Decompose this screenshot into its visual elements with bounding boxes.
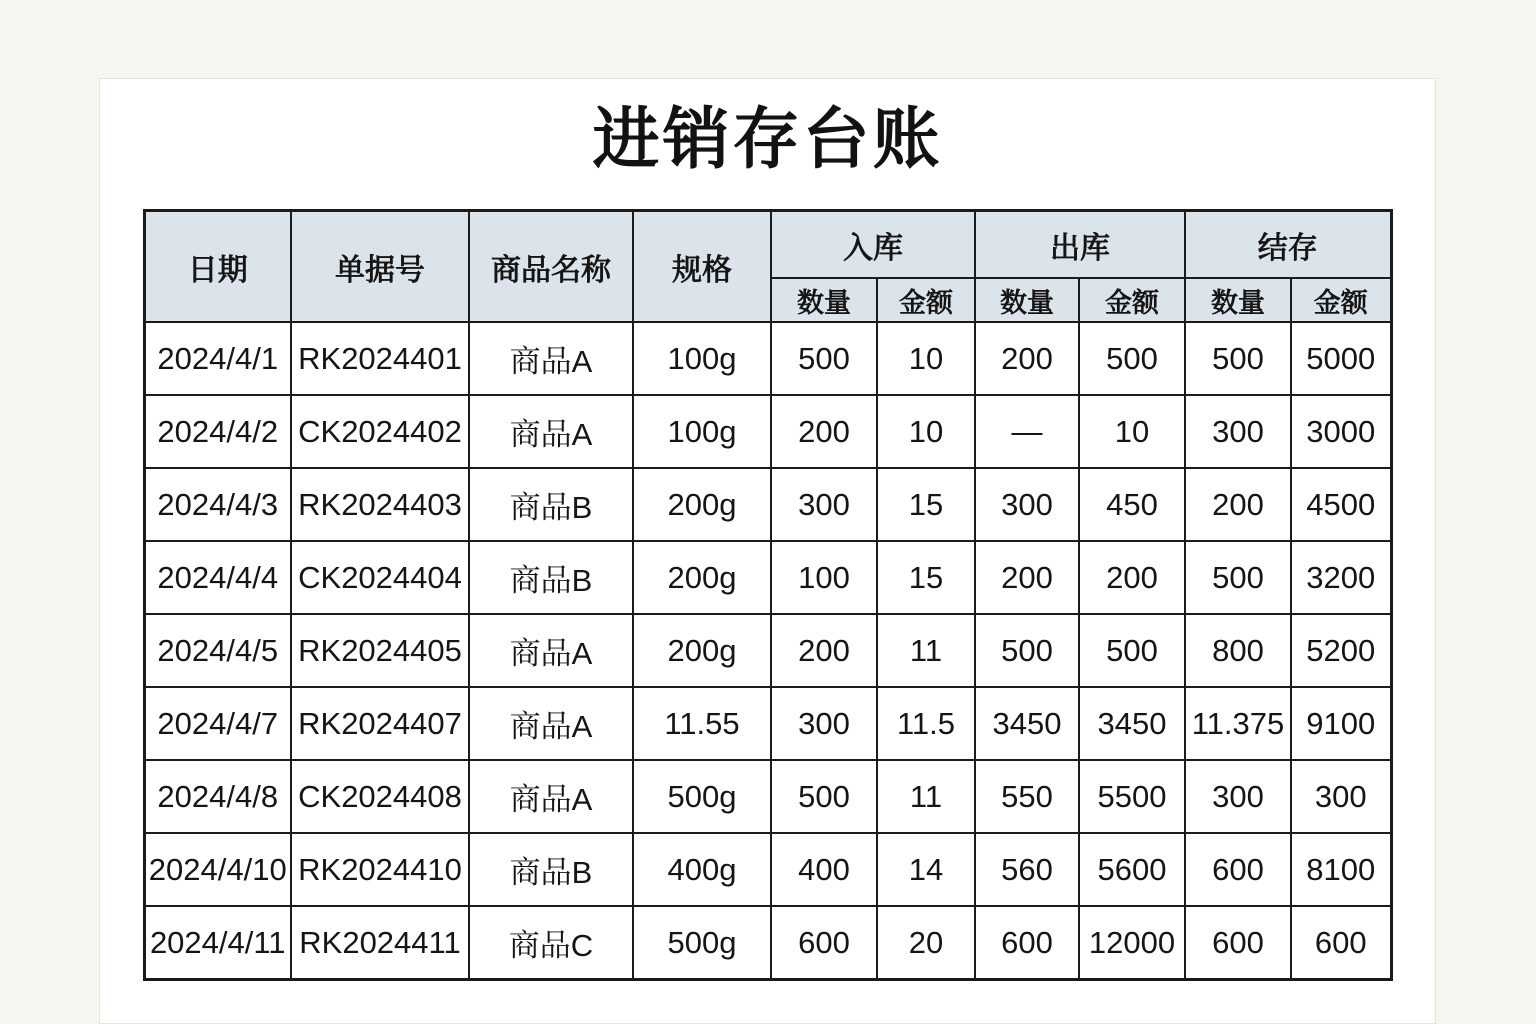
cell-out-amount: 500 <box>1079 614 1185 687</box>
cell-out-qty: 3450 <box>975 687 1079 760</box>
cell-date: 2024/4/11 <box>144 906 291 980</box>
cell-date: 2024/4/3 <box>144 468 291 541</box>
cell-bal-qty: 11.375 <box>1185 687 1291 760</box>
table-row <box>144 322 1391 395</box>
cell-product: 商品A <box>469 687 633 760</box>
cell-product: 商品B <box>469 541 633 614</box>
cell-out-qty: — <box>975 395 1079 468</box>
cell-in-qty: 100 <box>771 541 877 614</box>
table-row <box>144 687 1391 760</box>
cell-in-amount: 11 <box>877 614 975 687</box>
table-row <box>144 760 1391 833</box>
sub-header-balance-amount: 金额 <box>1291 278 1391 322</box>
cell-in-qty: 300 <box>771 687 877 760</box>
cell-bal-amount: 600 <box>1291 906 1391 980</box>
cell-in-qty: 400 <box>771 833 877 906</box>
cell-in-amount: 10 <box>877 395 975 468</box>
header-group-row <box>144 211 1391 279</box>
cell-doc-no: RK2024407 <box>291 687 469 760</box>
cell-doc-no: RK2024410 <box>291 833 469 906</box>
table-row <box>144 614 1391 687</box>
cell-in-qty: 500 <box>771 322 877 395</box>
cell-out-qty: 200 <box>975 541 1079 614</box>
cell-product: 商品B <box>469 468 633 541</box>
sub-header-outbound-qty: 数量 <box>975 278 1079 322</box>
group-header-balance: 结存 <box>1185 211 1391 279</box>
cell-in-amount: 11 <box>877 760 975 833</box>
cell-date: 2024/4/5 <box>144 614 291 687</box>
cell-bal-amount: 4500 <box>1291 468 1391 541</box>
cell-doc-no: CK2024404 <box>291 541 469 614</box>
cell-spec: 100g <box>633 395 771 468</box>
cell-out-qty: 500 <box>975 614 1079 687</box>
cell-spec: 200g <box>633 541 771 614</box>
cell-bal-amount: 5000 <box>1291 322 1391 395</box>
table-row <box>144 541 1391 614</box>
cell-out-amount: 12000 <box>1079 906 1185 980</box>
group-header-inbound: 入库 <box>771 211 975 279</box>
cell-in-qty: 200 <box>771 614 877 687</box>
cell-in-amount: 14 <box>877 833 975 906</box>
cell-in-amount: 15 <box>877 468 975 541</box>
table-row <box>144 468 1391 541</box>
cell-out-qty: 200 <box>975 322 1079 395</box>
sub-header-outbound-amount: 金额 <box>1079 278 1185 322</box>
cell-product: 商品A <box>469 760 633 833</box>
cell-out-qty: 300 <box>975 468 1079 541</box>
inventory-ledger-table <box>143 209 1393 981</box>
cell-spec: 200g <box>633 468 771 541</box>
cell-spec: 100g <box>633 322 771 395</box>
cell-date: 2024/4/7 <box>144 687 291 760</box>
table-row <box>144 906 1391 980</box>
cell-date: 2024/4/4 <box>144 541 291 614</box>
cell-product: 商品C <box>469 906 633 980</box>
cell-date: 2024/4/2 <box>144 395 291 468</box>
cell-bal-qty: 300 <box>1185 395 1291 468</box>
cell-bal-qty: 300 <box>1185 760 1291 833</box>
sub-header-inbound-amount: 金额 <box>877 278 975 322</box>
cell-bal-amount: 300 <box>1291 760 1391 833</box>
cell-date: 2024/4/8 <box>144 760 291 833</box>
cell-doc-no: RK2024411 <box>291 906 469 980</box>
cell-spec: 400g <box>633 833 771 906</box>
cell-bal-qty: 500 <box>1185 322 1291 395</box>
cell-out-amount: 5500 <box>1079 760 1185 833</box>
cell-out-amount: 3450 <box>1079 687 1185 760</box>
cell-bal-qty: 200 <box>1185 468 1291 541</box>
cell-out-amount: 5600 <box>1079 833 1185 906</box>
cell-in-amount: 10 <box>877 322 975 395</box>
cell-spec: 500g <box>633 760 771 833</box>
cell-doc-no: RK2024403 <box>291 468 469 541</box>
cell-spec: 11.55 <box>633 687 771 760</box>
cell-date: 2024/4/1 <box>144 322 291 395</box>
cell-bal-amount: 3200 <box>1291 541 1391 614</box>
cell-doc-no: RK2024405 <box>291 614 469 687</box>
cell-bal-amount: 5200 <box>1291 614 1391 687</box>
group-header-outbound: 出库 <box>975 211 1185 279</box>
cell-spec: 500g <box>633 906 771 980</box>
cell-product: 商品A <box>469 322 633 395</box>
cell-date: 2024/4/10 <box>144 833 291 906</box>
col-header-spec: 规格 <box>633 211 771 323</box>
cell-out-qty: 600 <box>975 906 1079 980</box>
cell-bal-qty: 600 <box>1185 906 1291 980</box>
cell-bal-qty: 600 <box>1185 833 1291 906</box>
cell-in-qty: 300 <box>771 468 877 541</box>
sub-header-balance-qty: 数量 <box>1185 278 1291 322</box>
col-header-date: 日期 <box>144 211 291 323</box>
cell-out-amount: 450 <box>1079 468 1185 541</box>
cell-out-qty: 560 <box>975 833 1079 906</box>
col-header-doc-no: 单据号 <box>291 211 469 323</box>
document-card <box>99 78 1436 1024</box>
sub-header-inbound-qty: 数量 <box>771 278 877 322</box>
cell-doc-no: CK2024402 <box>291 395 469 468</box>
cell-out-amount: 10 <box>1079 395 1185 468</box>
cell-bal-qty: 800 <box>1185 614 1291 687</box>
cell-in-amount: 15 <box>877 541 975 614</box>
cell-product: 商品A <box>469 614 633 687</box>
table-row <box>144 395 1391 468</box>
cell-product: 商品A <box>469 395 633 468</box>
cell-bal-amount: 8100 <box>1291 833 1391 906</box>
cell-bal-amount: 3000 <box>1291 395 1391 468</box>
cell-in-amount: 11.5 <box>877 687 975 760</box>
cell-spec: 200g <box>633 614 771 687</box>
cell-out-qty: 550 <box>975 760 1079 833</box>
cell-bal-qty: 500 <box>1185 541 1291 614</box>
cell-product: 商品B <box>469 833 633 906</box>
cell-out-amount: 500 <box>1079 322 1185 395</box>
page-title: 进销存台账 <box>592 102 943 177</box>
cell-bal-amount: 9100 <box>1291 687 1391 760</box>
col-header-product-name: 商品名称 <box>469 211 633 323</box>
cell-in-qty: 500 <box>771 760 877 833</box>
cell-doc-no: CK2024408 <box>291 760 469 833</box>
cell-in-qty: 600 <box>771 906 877 980</box>
cell-out-amount: 200 <box>1079 541 1185 614</box>
cell-in-amount: 20 <box>877 906 975 980</box>
table-row <box>144 833 1391 906</box>
cell-in-qty: 200 <box>771 395 877 468</box>
cell-doc-no: RK2024401 <box>291 322 469 395</box>
